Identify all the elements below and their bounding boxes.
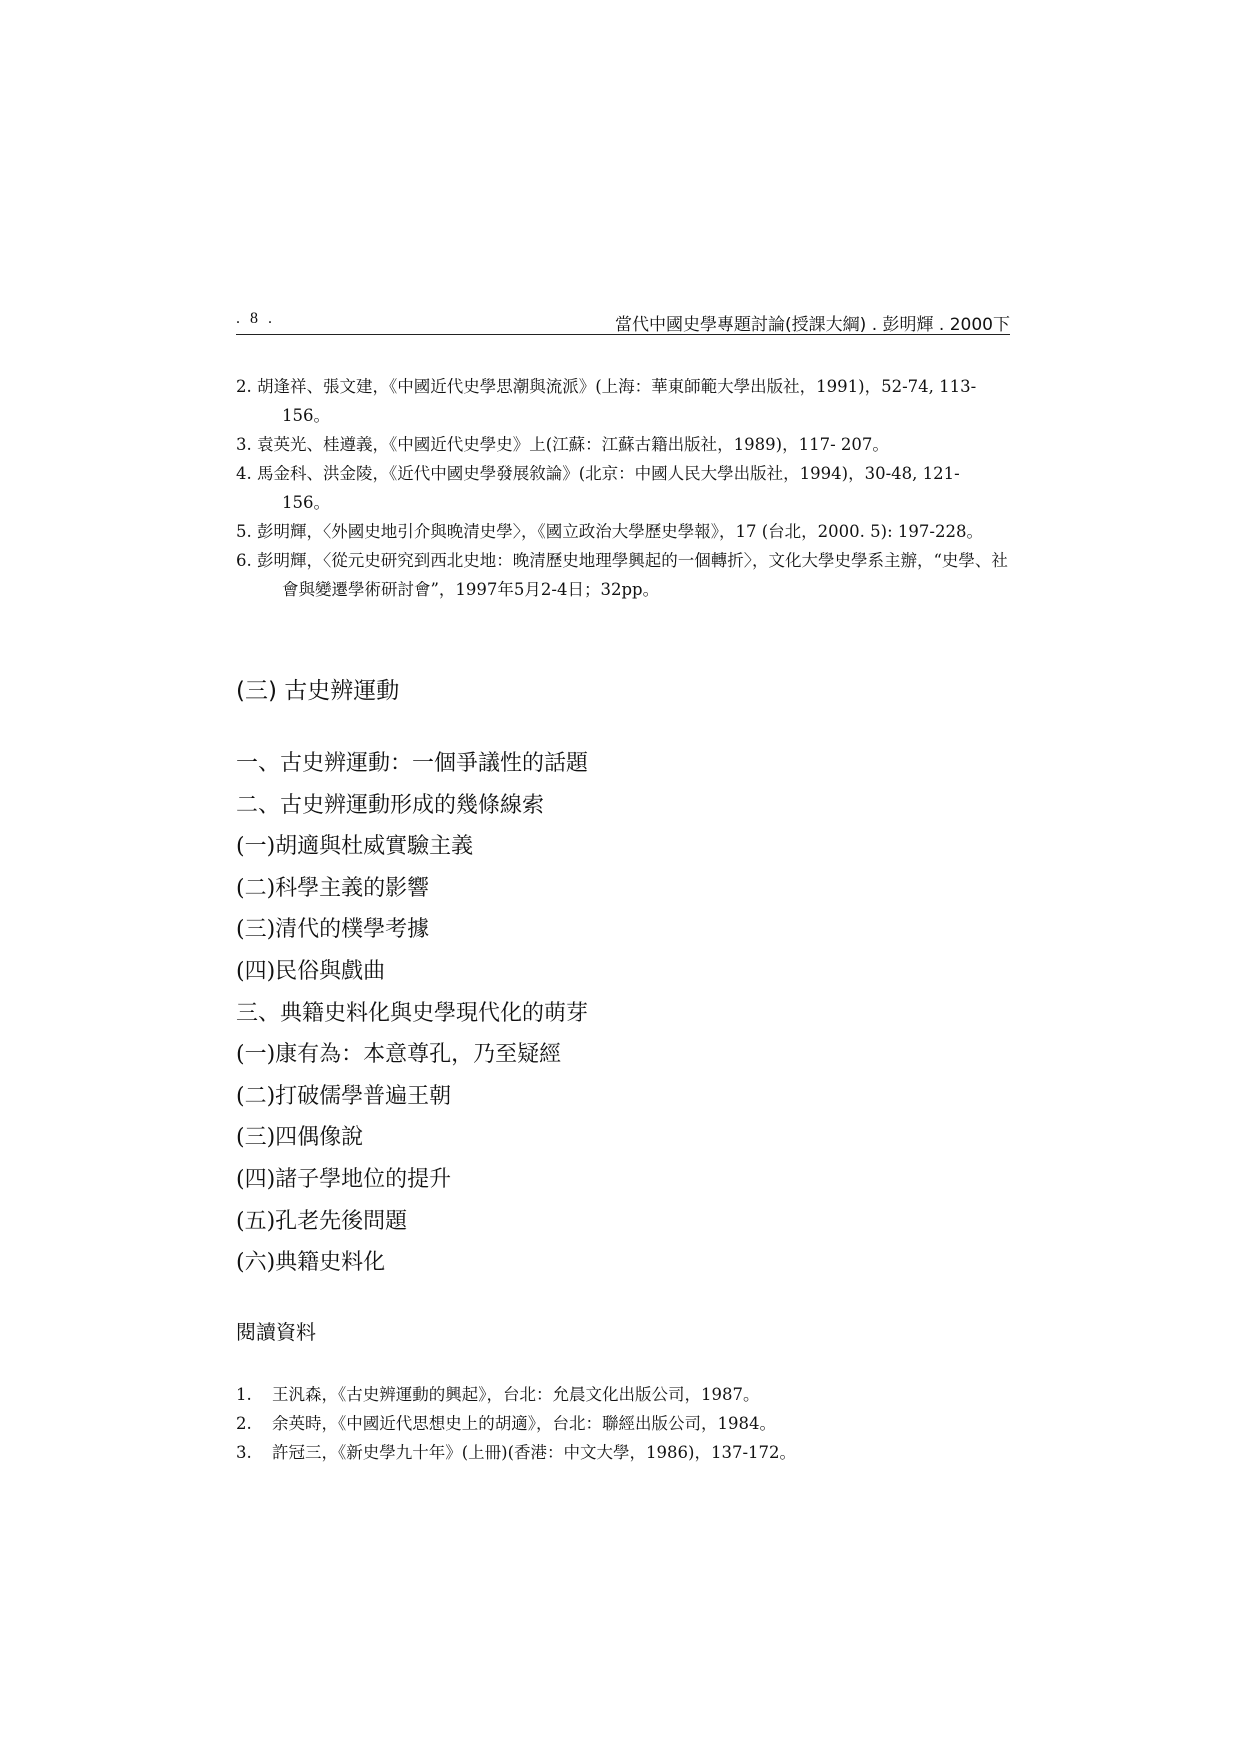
outline-item: (三)清代的樸學考據 bbox=[236, 917, 430, 943]
reading-list bbox=[236, 1380, 1016, 1467]
page-header bbox=[236, 310, 1010, 335]
outline-item: (六)典籍史料化 bbox=[236, 1250, 386, 1276]
reading-item bbox=[236, 1380, 1016, 1409]
reference-item: 3. 袁英光、桂遵義，《中國近代史學史》上(江蘇：江蘇古籍出版社，1989)，117- 207。 bbox=[236, 435, 889, 454]
outline-item: (二)打破儒學普遍王朝 bbox=[236, 1083, 452, 1109]
outline-item: (三)四偶像說 bbox=[236, 1125, 364, 1151]
outline-item: (一)康有為：本意尊孔，乃至疑經 bbox=[236, 1042, 562, 1068]
reading-text: 余英時，《中國近代思想史上的胡適》，台北：聯經出版公司，1984。 bbox=[272, 1414, 776, 1433]
outline-item: 一、古史辨運動：一個爭議性的話題 bbox=[236, 751, 589, 776]
reading-title: 閱讀資料 bbox=[236, 1320, 316, 1344]
reading-item bbox=[236, 1409, 1016, 1438]
outline-item: 三、典籍史料化與史學現代化的萌芽 bbox=[236, 1000, 589, 1026]
reference-item: 6. 彭明輝，〈從元史研究到西北史地：晚清歷史地理學興起的一個轉折〉，文化大學史學系主辦，“史學、社會與變遷學術研討會”，1997年5月2-4日；32pp。 bbox=[236, 551, 1008, 599]
outline-item: (一)胡適與杜威實驗主義 bbox=[236, 834, 474, 860]
running-title: 當代中國史學專題討論(授課大綱) . 彭明輝 . 2000下 bbox=[615, 315, 1010, 335]
section-title: (三) 古史辨運動 bbox=[236, 678, 400, 704]
reference-list bbox=[236, 372, 1010, 604]
outline-item: (二)科學主義的影響 bbox=[236, 875, 430, 901]
reading-text: 許冠三，《新史學九十年》(上冊)(香港：中文大學，1986)，137-172。 bbox=[272, 1443, 797, 1462]
reading-number: 3. bbox=[236, 1443, 252, 1462]
outline-item: (四)民俗與戲曲 bbox=[236, 958, 386, 984]
outline-item: 二、古史辨運動形成的幾條線索 bbox=[236, 792, 545, 818]
page-number: . 8 . bbox=[236, 310, 275, 327]
reading-number: 1. bbox=[236, 1385, 252, 1404]
outline-item: (四)諸子學地位的提升 bbox=[236, 1166, 452, 1192]
reference-item: 4. 馬金科、洪金陵，《近代中國史學發展敘論》(北京：中國人民大學出版社，1994)，30-48, 121- 156。 bbox=[236, 464, 960, 512]
reading-text: 王汎森，《古史辨運動的興起》，台北：允晨文化出版公司，1987。 bbox=[272, 1385, 760, 1404]
reference-item: 2. 胡逢祥、張文建，《中國近代史學思潮與流派》(上海：華東師範大學出版社，1991)，52-74, 113- 156。 bbox=[236, 377, 977, 425]
outline-item: (五)孔老先後問題 bbox=[236, 1208, 408, 1234]
outline-list bbox=[236, 743, 588, 1284]
reference-item: 5. 彭明輝，〈外國史地引介與晚清史學〉，《國立政治大學歷史學報》，17 (台北，2000. 5): 197-228。 bbox=[236, 522, 983, 541]
reading-item bbox=[236, 1438, 1016, 1467]
reading-number: 2. bbox=[236, 1414, 252, 1433]
